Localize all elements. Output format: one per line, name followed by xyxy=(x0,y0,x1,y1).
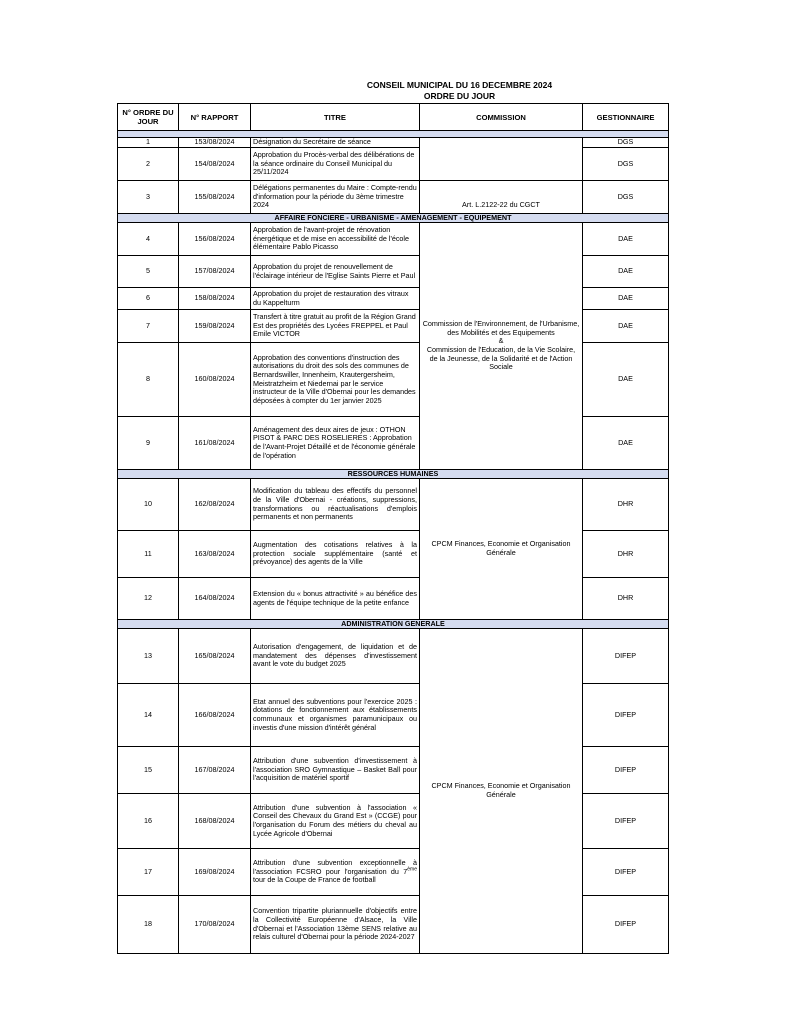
cell-gestionnaire: DAE xyxy=(583,223,669,256)
table-row xyxy=(118,148,669,181)
cell-rapport: 161/08/2024 xyxy=(179,417,251,470)
table-row xyxy=(118,181,669,214)
section-title: RESSOURCES HUMAINES xyxy=(118,470,669,479)
spacer-band xyxy=(118,131,669,138)
titre-superscript: ème xyxy=(407,866,417,873)
cell-rapport: 165/08/2024 xyxy=(179,629,251,684)
table-row xyxy=(118,288,669,310)
cell-rapport: 154/08/2024 xyxy=(179,148,251,181)
cell-ordre: 11 xyxy=(118,531,179,578)
cell-ordre: 3 xyxy=(118,181,179,214)
cell-ordre: 17 xyxy=(118,849,179,896)
cell-commission: CPCM Finances, Economie et Organisation Générale xyxy=(420,629,583,954)
table-row xyxy=(118,417,669,470)
cell-gestionnaire: DHR xyxy=(583,531,669,578)
cell-gestionnaire: DAE xyxy=(583,417,669,470)
col-header-ordre: N° ORDRE DU JOUR xyxy=(118,104,179,131)
cell-ordre: 14 xyxy=(118,684,179,747)
cell-ordre: 10 xyxy=(118,479,179,531)
cell-commission-group xyxy=(420,223,583,470)
table-row xyxy=(118,479,669,531)
col-header-rapport: N° RAPPORT xyxy=(179,104,251,131)
cell-titre: Augmentation des cotisations relatives à la protection sociale supplémentaire (santé et prévoyance) des agents de la Ville xyxy=(251,531,420,578)
cell-titre: Approbation des conventions d'instruction des autorisations du droit des sols des communes de Bernardswiller, Innenheim, Krautergersheim, Meistratzheim et Niedernai par le service instructeur de la Ville d'Obernai pour les demandes déposées à compter du 1er janvier 2025 xyxy=(251,343,420,417)
table-row xyxy=(118,223,669,256)
cell-ordre: 2 xyxy=(118,148,179,181)
cell-gestionnaire: DIFEP xyxy=(583,684,669,747)
table-row xyxy=(118,138,669,148)
cell-gestionnaire: DAE xyxy=(583,310,669,343)
table-row xyxy=(118,849,669,896)
cell-rapport: 169/08/2024 xyxy=(179,849,251,896)
cell-rapport: 167/08/2024 xyxy=(179,747,251,794)
cell-rapport: 164/08/2024 xyxy=(179,578,251,620)
table-row xyxy=(118,747,669,794)
cell-gestionnaire: DGS xyxy=(583,148,669,181)
cell-titre: Convention tripartite pluriannuelle d'objectifs entre la Collectivité Européenne d'Alsace, la Ville d'Obernai et l'Association 13ème SENS relative au relais culturel d'Obernai pour la période 2024-2027 xyxy=(251,896,420,954)
cell-ordre: 9 xyxy=(118,417,179,470)
table-row xyxy=(118,310,669,343)
cell-titre: Approbation du projet de renouvellement de l'éclairage intérieur de l'Eglise Saints Pierre et Paul xyxy=(251,256,420,288)
cell-rapport: 158/08/2024 xyxy=(179,288,251,310)
cell-rapport: 156/08/2024 xyxy=(179,223,251,256)
header-row xyxy=(118,104,669,131)
section-header xyxy=(118,214,669,223)
cell-ordre: 4 xyxy=(118,223,179,256)
cell-titre: Attribution d'une subvention à l'association « Conseil des Chevaux du Grand Est » (CCGE) pour l'organisation du Forum des métiers du cheval au Lycée Agricole d'Obernai xyxy=(251,794,420,849)
cell-titre: Aménagement des deux aires de jeux : OTHON PISOT & PARC DES ROSELIERES : Approbation de l'Avant-Projet Détaillé et de l'économie générale de l'opération xyxy=(251,417,420,470)
col-header-commission: COMMISSION xyxy=(420,104,583,131)
section-title: ADMINISTRATION GENERALE xyxy=(118,620,669,629)
table-row xyxy=(118,531,669,578)
cell-ordre: 8 xyxy=(118,343,179,417)
cell-gestionnaire: DIFEP xyxy=(583,896,669,954)
cell-gestionnaire: DAE xyxy=(583,343,669,417)
cell-gestionnaire: DAE xyxy=(583,288,669,310)
cell-titre: Autorisation d'engagement, de liquidation et de mandatement des dépenses d'investissement avant le vote du budget 2025 xyxy=(251,629,420,684)
agenda-table xyxy=(117,103,669,954)
section-header xyxy=(118,470,669,479)
cell-titre xyxy=(251,849,420,896)
cell-rapport: 168/08/2024 xyxy=(179,794,251,849)
cell-ordre: 6 xyxy=(118,288,179,310)
cell-gestionnaire: DIFEP xyxy=(583,747,669,794)
cell-rapport: 170/08/2024 xyxy=(179,896,251,954)
section-title: AFFAIRE FONCIERE - URBANISME - AMENAGEMENT - EQUIPEMENT xyxy=(118,214,669,223)
cell-gestionnaire: DGS xyxy=(583,138,669,148)
cell-titre: Délégations permanentes du Maire : Compte-rendu d'information pour la période du 3ème trimestre 2024 xyxy=(251,181,420,214)
table-row xyxy=(118,578,669,620)
cell-titre: Approbation du Procès-verbal des délibérations de la séance ordinaire du Conseil Municipal du 25/11/2024 xyxy=(251,148,420,181)
commission-education: Commission de l'Education, de la Vie Scolaire, de la Jeunesse, de la Solidarité et de l'Action Sociale xyxy=(426,345,576,372)
cell-rapport: 160/08/2024 xyxy=(179,343,251,417)
cell-gestionnaire: DGS xyxy=(583,181,669,214)
table-row xyxy=(118,896,669,954)
cell-rapport: 159/08/2024 xyxy=(179,310,251,343)
cell-ordre: 12 xyxy=(118,578,179,620)
cell-titre: Désignation du Secrétaire de séance xyxy=(251,138,420,148)
cell-titre: Modification du tableau des effectifs du personnel de la Ville d'Obernai - créations, suppressions, transformations ou réactualisations d'emplois permanents et non permanents xyxy=(251,479,420,531)
table-row xyxy=(118,684,669,747)
cell-titre: Extension du « bonus attractivité » au bénéfice des agents de l'équipe technique de la petite enfance xyxy=(251,578,420,620)
col-header-gestionnaire: GESTIONNAIRE xyxy=(583,104,669,131)
titre-part-a: Attribution d'une subvention exceptionnelle à l'association FCSRO pour l'organisation du 7 xyxy=(253,858,417,876)
commission-ampersand: & xyxy=(498,336,504,346)
cell-gestionnaire: DIFEP xyxy=(583,794,669,849)
cell-rapport: 162/08/2024 xyxy=(179,479,251,531)
cell-gestionnaire: DIFEP xyxy=(583,849,669,896)
cell-commission: CPCM Finances, Economie et Organisation Générale xyxy=(420,479,583,620)
table-row xyxy=(118,256,669,288)
cell-gestionnaire: DAE xyxy=(583,256,669,288)
cell-titre: Transfert à titre gratuit au profit de la Région Grand Est des propriétés des Lycées FREPPEL et Paul Emile VICTOR xyxy=(251,310,420,343)
document-subtitle: ORDRE DU JOUR xyxy=(423,91,496,101)
cell-ordre: 7 xyxy=(118,310,179,343)
cell-ordre: 1 xyxy=(118,138,179,148)
cell-ordre: 13 xyxy=(118,629,179,684)
cell-rapport: 155/08/2024 xyxy=(179,181,251,214)
commission-env: Commission de l'Environnement, de l'Urbanisme, des Mobilités et des Equipements xyxy=(422,319,580,337)
cell-ordre: 18 xyxy=(118,896,179,954)
table-row xyxy=(118,343,669,417)
cell-ordre: 16 xyxy=(118,794,179,849)
cell-titre: Attribution d'une subvention d'investissement à l'association SRO Gymnastique – Basket Ball pour l'acquisition de matériel sportif xyxy=(251,747,420,794)
cell-rapport: 153/08/2024 xyxy=(179,138,251,148)
cell-rapport: 163/08/2024 xyxy=(179,531,251,578)
cell-gestionnaire: DHR xyxy=(583,578,669,620)
cell-ordre: 5 xyxy=(118,256,179,288)
cell-ordre: 15 xyxy=(118,747,179,794)
cell-commission: Art. L.2122-22 du CGCT xyxy=(420,181,583,214)
titre-part-b: tour de la Coupe de France de football xyxy=(253,875,376,885)
section-header xyxy=(118,620,669,629)
cell-commission-empty xyxy=(420,138,583,181)
cell-titre: Approbation du projet de restauration des vitraux du Kappelturm xyxy=(251,288,420,310)
cell-gestionnaire: DHR xyxy=(583,479,669,531)
cell-rapport: 166/08/2024 xyxy=(179,684,251,747)
cell-gestionnaire: DIFEP xyxy=(583,629,669,684)
cell-titre: Etat annuel des subventions pour l'exercice 2025 : dotations de fonctionnement aux établissements communaux et organismes paramunicipaux ou investis d'une mission d'intérêt général xyxy=(251,684,420,747)
col-header-titre: TITRE xyxy=(251,104,420,131)
cell-titre: Approbation de l'avant-projet de rénovation énergétique et de mise en accessibilité de l'école élémentaire Pablo Picasso xyxy=(251,223,420,256)
cell-rapport: 157/08/2024 xyxy=(179,256,251,288)
table-row xyxy=(118,629,669,684)
document-title: CONSEIL MUNICIPAL DU 16 DECEMBRE 2024 xyxy=(366,80,553,90)
table-row xyxy=(118,794,669,849)
